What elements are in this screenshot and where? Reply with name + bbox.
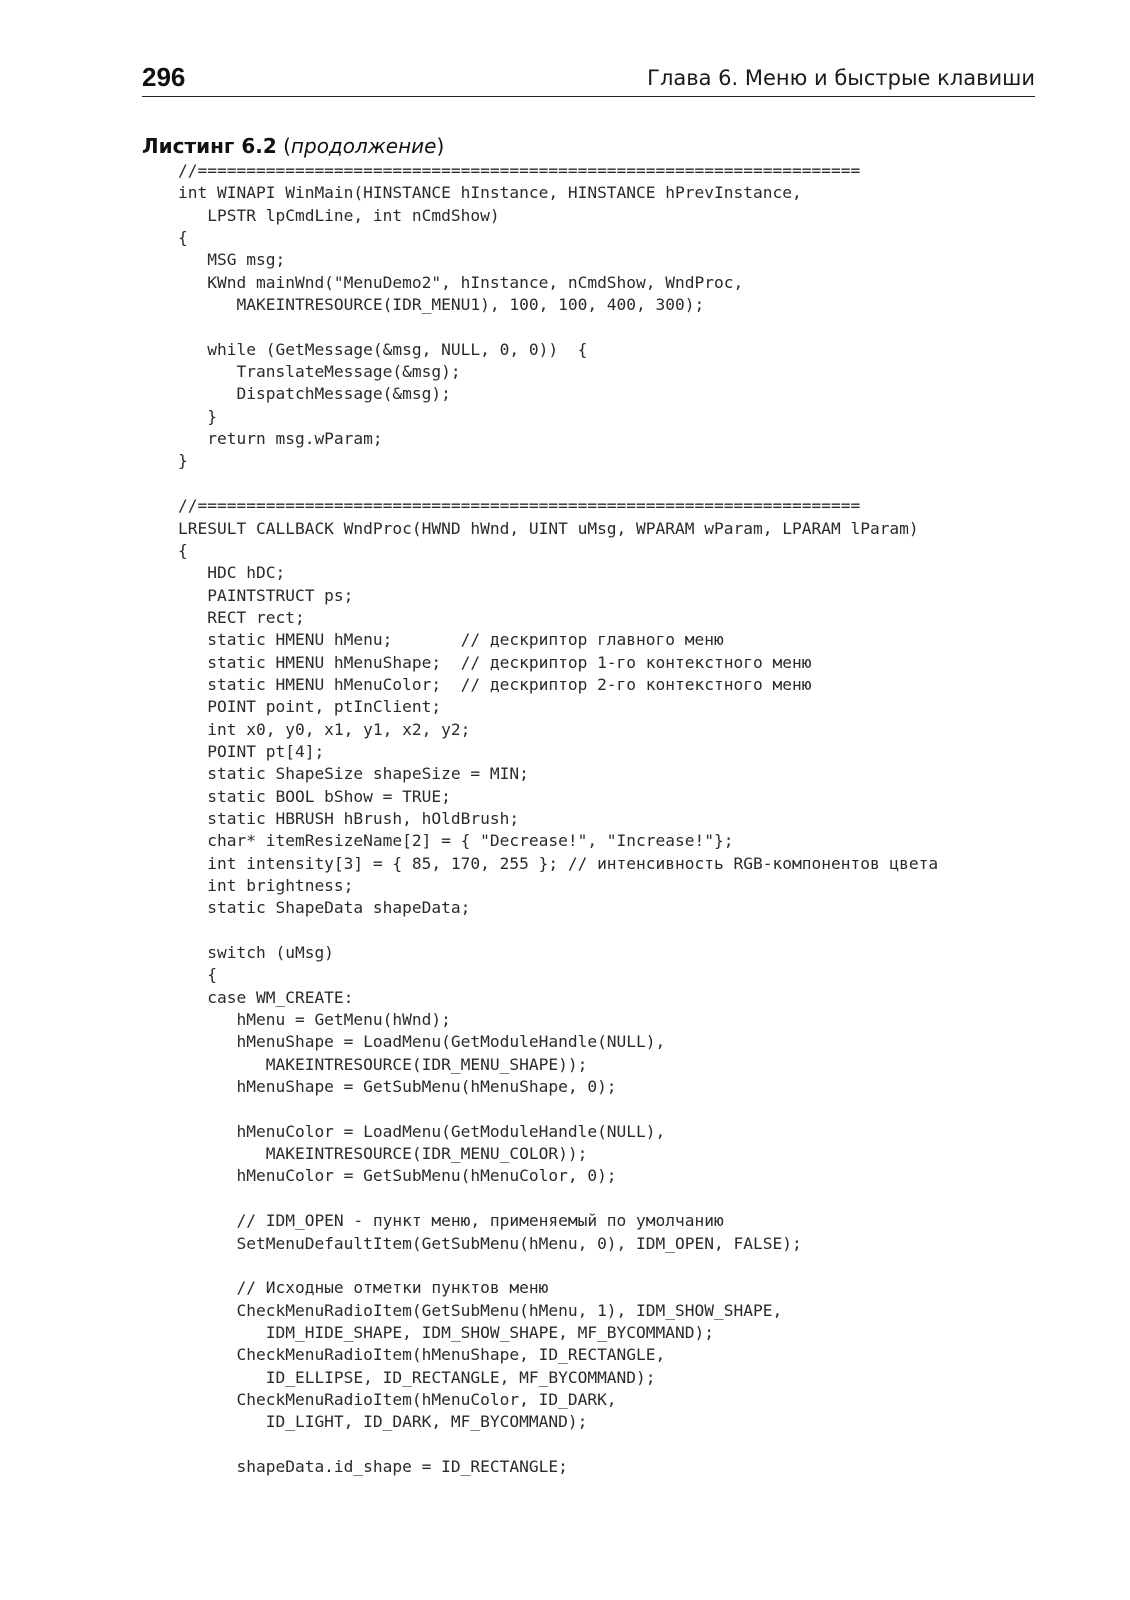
- code-line: int x0, y0, x1, y1, x2, y2;: [178, 719, 471, 739]
- code-line: //====================================================================: [178, 496, 861, 516]
- code-line: hMenu = GetMenu(hWnd);: [178, 1010, 451, 1030]
- code-line: [178, 1434, 938, 1456]
- listing-caption: Листинг 6.2 (продолжение): [142, 134, 445, 158]
- code-line: [178, 920, 938, 942]
- code-line: KWnd mainWnd("MenuDemo2", hInstance, nCmdShow, WndProc,: [178, 272, 744, 292]
- listing-label: Листинг 6.2: [142, 134, 277, 158]
- code-line: while (GetMessage(&msg, NULL, 0, 0)) {: [178, 339, 588, 359]
- code-line: }: [178, 406, 217, 426]
- code-line: int WINAPI WinMain(HINSTANCE hInstance, HINSTANCE hPrevInstance,: [178, 183, 802, 203]
- code-line: hMenuShape = GetSubMenu(hMenuShape, 0);: [178, 1077, 617, 1097]
- code-line: MSG msg;: [178, 250, 286, 270]
- code-line: case WM_CREATE:: [178, 987, 354, 1007]
- code-line: CheckMenuRadioItem(hMenuShape, ID_RECTANGLE,: [178, 1345, 666, 1365]
- code-line: [178, 1188, 938, 1210]
- header-rule: [142, 96, 1035, 97]
- code-line: TranslateMessage(&msg);: [178, 362, 461, 382]
- code-line: //====================================================================: [178, 161, 861, 180]
- code-line: MAKEINTRESOURCE(IDR_MENU_SHAPE));: [178, 1054, 588, 1074]
- page-number: 296: [142, 62, 186, 92]
- code-line: IDM_HIDE_SHAPE, IDM_SHOW_SHAPE, MF_BYCOMMAND);: [178, 1322, 715, 1342]
- code-line: CheckMenuRadioItem(GetSubMenu(hMenu, 1), IDM_SHOW_SHAPE,: [178, 1300, 783, 1320]
- code-line: static ShapeSize shapeSize = MIN;: [178, 764, 529, 784]
- code-line: int intensity[3] = { 85, 170, 255 }; // интенсивность RGB-компонентов цвета: [178, 853, 939, 873]
- code-line: // Исходные отметки пунктов меню: [178, 1278, 549, 1298]
- code-line: ID_LIGHT, ID_DARK, MF_BYCOMMAND);: [178, 1412, 588, 1432]
- code-line: {: [178, 965, 217, 985]
- code-line: static HMENU hMenuColor; // дескриптор 2-го контекстного меню: [178, 674, 812, 694]
- code-line: HDC hDC;: [178, 563, 286, 583]
- code-line: {: [178, 540, 188, 560]
- code-line: MAKEINTRESOURCE(IDR_MENU1), 100, 100, 400, 300);: [178, 295, 705, 315]
- code-line: hMenuColor = LoadMenu(GetModuleHandle(NULL),: [178, 1121, 666, 1141]
- code-line: static HBRUSH hBrush, hOldBrush;: [178, 808, 520, 828]
- code-line: POINT point, ptInClient;: [178, 697, 442, 717]
- code-line: int brightness;: [178, 876, 354, 895]
- code-line: // IDM_OPEN - пункт меню, применяемый по умолчанию: [178, 1211, 724, 1231]
- code-line: hMenuShape = LoadMenu(GetModuleHandle(NULL),: [178, 1032, 666, 1052]
- running-title: Глава 6. Меню и быстрые клавиши: [647, 66, 1035, 90]
- code-line: ID_ELLIPSE, ID_RECTANGLE, MF_BYCOMMAND);: [178, 1367, 656, 1387]
- code-line: SetMenuDefaultItem(GetSubMenu(hMenu, 0), IDM_OPEN, FALSE);: [178, 1233, 802, 1253]
- code-line: {: [178, 228, 188, 248]
- code-line: hMenuColor = GetSubMenu(hMenuColor, 0);: [178, 1166, 617, 1186]
- code-line: LRESULT CALLBACK WndProc(HWND hWnd, UINT uMsg, WPARAM wParam, LPARAM lParam): [178, 518, 919, 538]
- code-line: [178, 1255, 938, 1277]
- code-line: char* itemResizeName[2] = { "Decrease!", "Increase!"};: [178, 831, 734, 851]
- code-line: PAINTSTRUCT ps;: [178, 585, 354, 605]
- code-line: DispatchMessage(&msg);: [178, 384, 451, 404]
- code-line: static HMENU hMenuShape; // дескриптор 1-го контекстного меню: [178, 652, 812, 672]
- code-line: POINT pt[4];: [178, 741, 325, 761]
- code-listing: [178, 160, 938, 1478]
- code-line: [178, 1098, 938, 1120]
- code-line: static BOOL bShow = TRUE;: [178, 786, 451, 806]
- code-line: CheckMenuRadioItem(hMenuColor, ID_DARK,: [178, 1389, 617, 1409]
- code-line: }: [178, 451, 188, 471]
- code-line: shapeData.id_shape = ID_RECTANGLE;: [178, 1456, 568, 1476]
- code-line: MAKEINTRESOURCE(IDR_MENU_COLOR));: [178, 1144, 588, 1164]
- code-line: RECT rect;: [178, 607, 305, 627]
- code-line: return msg.wParam;: [178, 429, 383, 449]
- code-line: switch (uMsg): [178, 943, 334, 963]
- code-line: [178, 473, 938, 495]
- code-line: LPSTR lpCmdLine, int nCmdShow): [178, 205, 500, 225]
- code-line: static HMENU hMenu; // дескриптор главного меню: [178, 630, 724, 650]
- listing-note: продолжение: [290, 134, 437, 158]
- code-line: [178, 316, 938, 338]
- code-line: static ShapeData shapeData;: [178, 898, 471, 918]
